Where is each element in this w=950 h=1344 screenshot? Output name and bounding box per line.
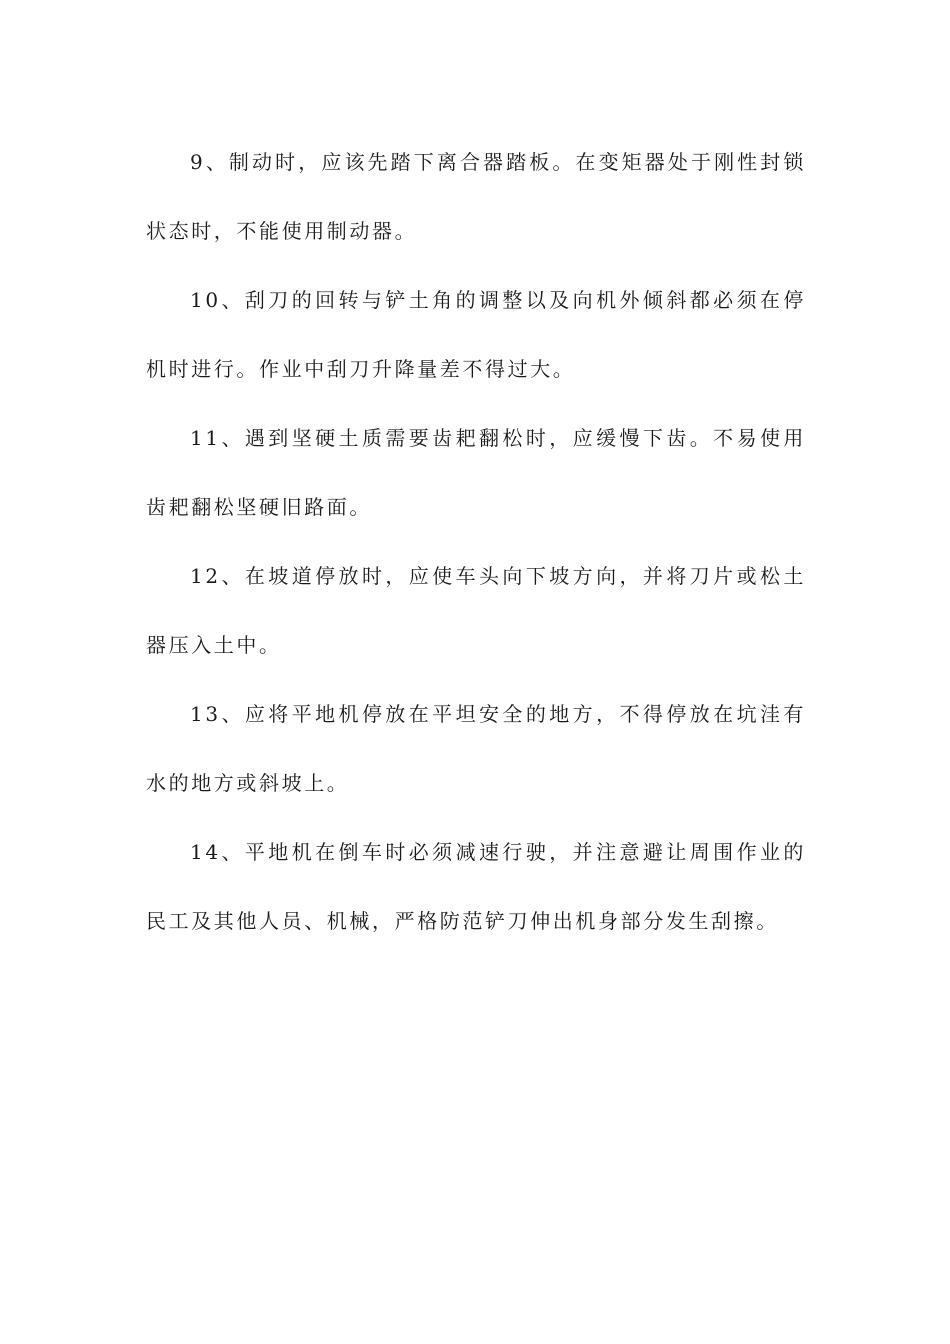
- document-body: [146, 128, 806, 956]
- paragraph-12: 12、在坡道停放时，应使车头向下坡方向，并将刀片或松土器压入土中。: [146, 564, 806, 657]
- paragraph-10: 10、刮刀的回转与铲土角的调整以及向机外倾斜都必须在停机时进行。作业中刮刀升降量差不得过大。: [146, 288, 806, 381]
- paragraph-11: 11、遇到坚硬土质需要齿耙翻松时，应缓慢下齿。不易使用齿耙翻松坚硬旧路面。: [146, 426, 806, 519]
- paragraph-9: 9、制动时，应该先踏下离合器踏板。在变矩器处于刚性封锁状态时，不能使用制动器。: [146, 150, 806, 243]
- paragraph-14: 14、平地机在倒车时必须减速行驶，并注意避让周围作业的民工及其他人员、机械，严格防范铲刀伸出机身部分发生刮擦。: [146, 840, 806, 933]
- paragraph-13: 13、应将平地机停放在平坦安全的地方，不得停放在坑洼有水的地方或斜坡上。: [146, 702, 806, 795]
